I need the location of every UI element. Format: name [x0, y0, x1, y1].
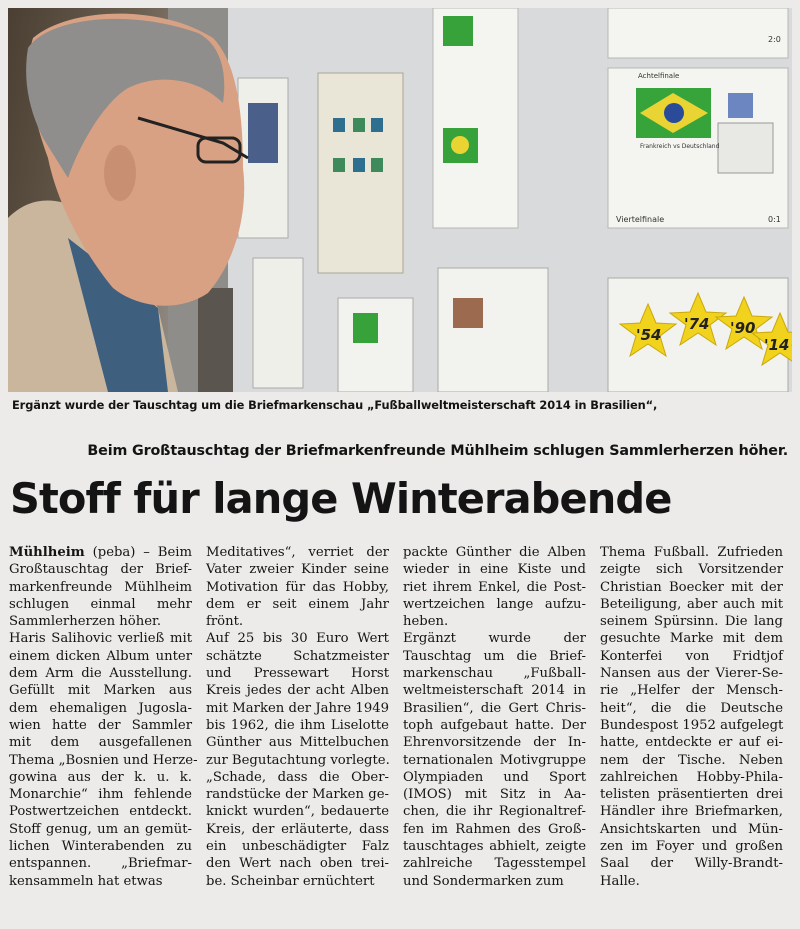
article-line: Günther aus Mittelbuchen: [206, 735, 389, 751]
article-line: Olympiaden und Sport: [403, 769, 586, 785]
article-line: dem Arm die Ausstellung.: [9, 666, 192, 682]
article-line: Motivation für das Hobby,: [206, 579, 389, 595]
article-line: und Pressewart Horst: [206, 666, 389, 682]
article-line: Saal der Willy-Brandt-: [600, 856, 783, 872]
article-line: [9, 544, 192, 561]
article-line: Großtauschtag der Brief-: [9, 562, 192, 578]
article-line: zahlreichen Hobby-Phila-: [600, 769, 783, 785]
article-line: wieder in eine Kiste und: [403, 562, 586, 578]
article-line: dem er seit einem Jahr: [206, 596, 389, 612]
article-line: wien hatte der Sammler: [9, 717, 192, 733]
article-line: chen, die ihr Regionaltref-: [403, 804, 586, 820]
article-line: gowina aus der k. u. k.: [9, 769, 192, 785]
article-line: be. Scheinbar ernüchtert: [206, 873, 375, 889]
article-line: knickt wurden“, bedauerte: [206, 804, 389, 820]
photo-caption: Ergänzt wurde der Tauschtag um die Briefmarkenschau „Fußballweltmeisterschaft 2014 in Brasilien“,: [12, 398, 658, 412]
article-line: ein unbeschädigter Falz: [206, 839, 389, 855]
article-body: [9, 544, 783, 890]
article-line: Kreis, der erläuterte, dass: [206, 821, 389, 837]
article-line: zen im Foyer und großen: [600, 839, 783, 855]
article-line: Stoff genug, um an gemüt-: [9, 821, 192, 837]
article-line: rie „Helfer der Mensch-: [600, 683, 783, 699]
article-line: hatte, entdeckte er auf ei-: [600, 735, 783, 751]
article-line: Ehrenvorsitzende der In-: [403, 735, 586, 751]
article-column: [9, 544, 198, 890]
article-line: Tauschtag um die Brief-: [403, 648, 586, 664]
headline: Stoff für lange Winterabende: [10, 474, 672, 523]
article-line: heben.: [403, 614, 449, 630]
article-line: ternationalen Motivgruppe: [403, 752, 586, 768]
article-line: Brasilien“, die Gert Chris-: [403, 700, 586, 716]
article-line: den Wert nach oben trei-: [206, 856, 389, 872]
article-line: Postwertzeichen entdeckt.: [9, 804, 192, 820]
article-line: Christian Boecker mit der: [600, 579, 783, 595]
article-line: Kreis jedes der acht Alben: [206, 683, 389, 699]
article-line: „Schade, dass die Ober-: [206, 769, 389, 785]
star-label: '90: [730, 319, 756, 337]
article-line: schlugen einmal mehr: [9, 596, 192, 612]
sheet-label: 0:1: [768, 215, 781, 224]
article-column: [403, 544, 586, 890]
article-line: Händler ihre Briefmarken,: [600, 804, 783, 820]
article-line: schätzte Schatzmeister: [206, 648, 389, 664]
article-line: mit dem ausgefallenen: [9, 735, 192, 751]
article-line-text: (peba) – Beim: [84, 545, 192, 560]
article-line: randstücke der Marken ge-: [206, 787, 389, 803]
article-line: nem der Tische. Neben: [600, 752, 783, 768]
article-line: Nansen aus der Vierer-Se-: [600, 666, 783, 682]
article-line: wertzeichen lange aufzu-: [403, 596, 586, 612]
article-line: kensammeln hat etwas: [9, 873, 163, 889]
article-line: Vater zweier Kinder seine: [206, 562, 389, 578]
article-line: entspannen. „Briefmar-: [9, 856, 192, 872]
article-line: Auf 25 bis 30 Euro Wert: [206, 631, 389, 647]
article-line: seinem Spürsinn. Die lang: [600, 614, 783, 630]
article-line: Ansichtskarten und Mün-: [600, 821, 783, 837]
article-line: Thema „Bosnien und Herze-: [9, 752, 198, 768]
article-line: Haris Salihovic verließ mit: [9, 631, 192, 647]
article-line: frönt.: [206, 614, 244, 630]
article-line: dem ehemaligen Jugosla-: [9, 700, 192, 716]
article-line: markenfreunde Mühlheim: [9, 579, 192, 595]
article-line: telisten präsentierten drei: [600, 787, 783, 803]
star-label: '14: [764, 336, 790, 354]
article-line: Ergänzt wurde der: [403, 631, 586, 647]
article-column: [600, 544, 783, 890]
article-line: (IMOS) mit Sitz in Aa-: [403, 787, 586, 803]
article-line: heit“, die die Deutsche: [600, 700, 783, 716]
article-line: Sammlerherzen höher.: [9, 614, 162, 630]
article-line: packte Günther die Alben: [403, 545, 586, 560]
article-line: Gefüllt mit Marken aus: [9, 683, 192, 699]
sheet-label: Frankreich vs Deutschland: [640, 143, 720, 150]
article-column: [206, 544, 389, 890]
article-line: weltmeisterschaft 2014 in: [403, 683, 586, 699]
star-label: '74: [684, 315, 710, 333]
article-line: und Sondermarken zum: [403, 873, 564, 889]
article-line: Meditatives“, verriet der: [206, 545, 389, 560]
article-line: gesuchte Marke mit dem: [600, 631, 783, 647]
article-line: zeigte sich Vorsitzender: [600, 562, 783, 578]
star-label: '54: [636, 326, 662, 344]
article-line: zahlreiche Tagesstempel: [403, 856, 586, 872]
dateline: Mühlheim: [9, 545, 85, 560]
sheet-label: 2:0: [768, 35, 781, 44]
article-line: markenschau „Fußball-: [403, 666, 586, 682]
sheet-label: Viertelfinale: [616, 215, 665, 224]
article-line: einem dicken Album unter: [9, 648, 192, 664]
article-line: mit Marken der Jahre 1949: [206, 700, 389, 716]
photo-illustration: [8, 8, 792, 392]
article-line: bis 1962, die ihm Liselotte: [206, 717, 389, 733]
article-line: fen im Rahmen des Groß-: [403, 821, 586, 837]
article-line: Beteiligung, aber auch mit: [600, 596, 783, 612]
article-line: tauschtages abhielt, zeigte: [403, 839, 586, 855]
article-line: zur Begutachtung vorlegte.: [206, 752, 390, 768]
exhibition-photo: [8, 8, 792, 392]
article-line: Halle.: [600, 873, 640, 889]
article-line: toph aufgebaut hatte. Der: [403, 717, 586, 733]
article-line: Monarchie“ ihm fehlende: [9, 787, 192, 803]
article-line: riet ihrem Enkel, die Post-: [403, 579, 586, 595]
article-line: Thema Fußball. Zufrieden: [600, 545, 783, 560]
subheadline: Beim Großtauschtag der Briefmarkenfreunde Mühlheim schlugen Sammlerherzen höher.: [87, 443, 788, 459]
sheet-label: Achtelfinale: [638, 72, 680, 80]
article-line: lichen Winterabenden zu: [9, 839, 192, 855]
article-line: Konterfei von Fridtjof: [600, 648, 783, 664]
article-line: Bundespost 1952 aufgelegt: [600, 717, 784, 733]
